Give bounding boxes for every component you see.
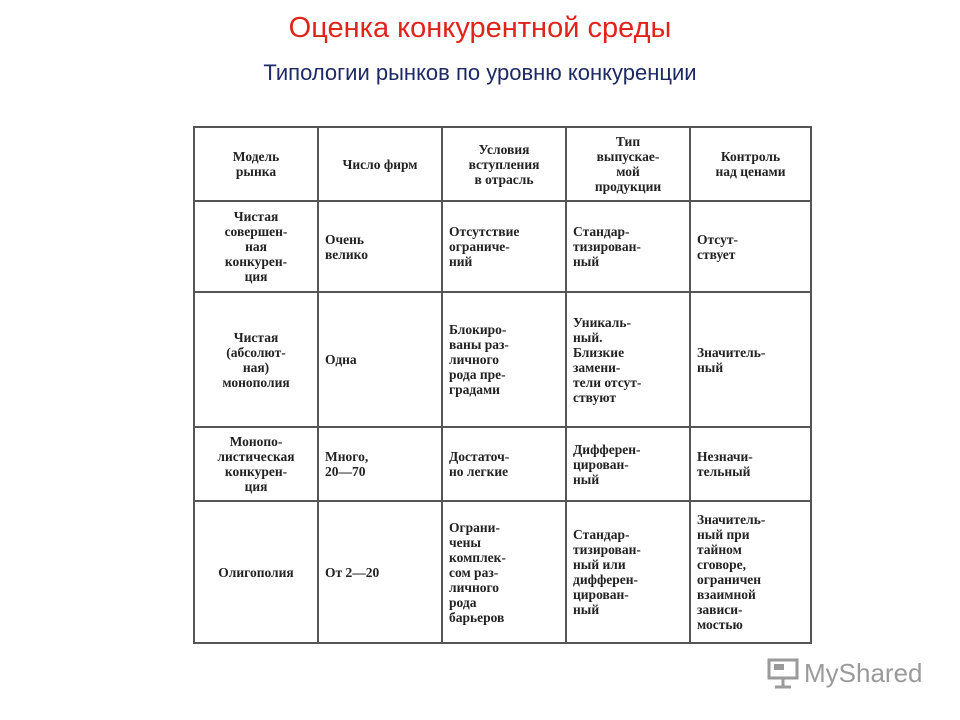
table-cell: От 2—20 — [318, 501, 442, 643]
table-cell: Стандар- тизирован- ный или дифферен- цирован- ный — [566, 501, 690, 643]
table-cell: Дифферен- цирован- ный — [566, 427, 690, 501]
table-cell: Чистая совершен- ная конкурен- ция — [194, 201, 318, 292]
table-cell: Одна — [318, 292, 442, 427]
header-market-model: Модель рынка — [194, 127, 318, 201]
header-price-control: Контроль над ценами — [690, 127, 811, 201]
watermark-text: MyShared — [804, 657, 923, 688]
table-cell: Уникаль- ный. Близкие замени- тели отсут- ствуют — [566, 292, 690, 427]
table-cell: Монопо- листическая конкурен- ция — [194, 427, 318, 501]
table-cell: Ограни- чены комплек- сом раз- личного рода барьеров — [442, 501, 566, 643]
table-cell: Блокиро- ваны раз- личного рода пре- градами — [442, 292, 566, 427]
table-cell: Отсут- ствует — [690, 201, 811, 292]
table-row — [194, 292, 811, 427]
table-cell: Значитель- ный — [690, 292, 811, 427]
table-header-row — [194, 127, 811, 201]
table-row — [194, 201, 811, 292]
slide-title: Оценка конкурентной среды — [288, 12, 672, 44]
projector-screen-icon — [766, 657, 800, 689]
table-cell: Стандар- тизирован- ный — [566, 201, 690, 292]
header-number-of-firms: Число фирм — [318, 127, 442, 201]
table-cell: Очень велико — [318, 201, 442, 292]
table-row — [194, 501, 811, 643]
table-cell: Отсутствие ограниче- ний — [442, 201, 566, 292]
slide-subtitle: Типологии рынков по уровню конкуренции — [263, 60, 697, 85]
table-cell: Незначи- тельный — [690, 427, 811, 501]
table-cell: Чистая (абсолют- ная) монополия — [194, 292, 318, 427]
table-cell: Достаточ- но легкие — [442, 427, 566, 501]
header-product-type: Тип выпускае- мой продукции — [566, 127, 690, 201]
table-row — [194, 427, 811, 501]
table-cell: Олигополия — [194, 501, 318, 643]
header-entry-conditions: Условия вступления в отрасль — [442, 127, 566, 201]
myshared-watermark — [766, 655, 926, 691]
table-cell: Значитель- ный при тайном сговоре, ограничен взаимной зависи- мостью — [690, 501, 811, 643]
market-typology-table — [193, 126, 812, 644]
table-cell: Много, 20—70 — [318, 427, 442, 501]
